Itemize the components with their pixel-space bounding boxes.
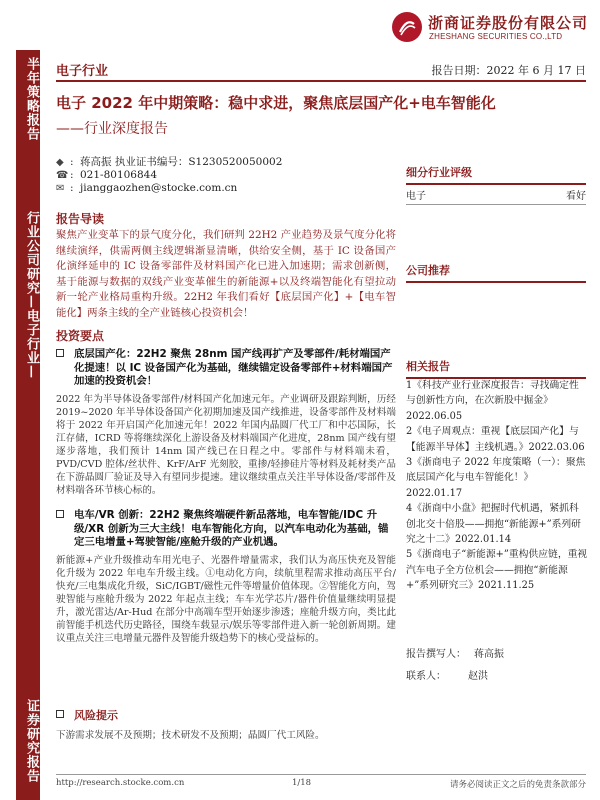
point-body: 2022 年为半导体设备零部件/材料国产化加速元年。产业调研及跟踪判断，历经 2019~2020 年半导体设备国产化初期加速及国产线推进，设备零部件及材料端将于 2022 年开启国产化加速元年！2022 年国内晶圆厂代工厂和中芯国际，长江存储，ICRD 等将继续深化上游设备及材料端国产化进度，28nm 国产线有望逐步落地，我们预计 14nm 国产线已在日程之中。零部件与材料端未看，PVD/CVD 腔体/丝状件、KrF/ArF 光刻胶，重掺/轻掺硅片等材料及耗材类产品在下游晶圆厂验证及导入有望同步提速。建议继续重点关注半导体设备/零部件及材料端各环节核心标的。 (56, 393, 396, 497)
stock-heading: 公司推荐 (406, 264, 450, 277)
points-heading: 投资要点 (56, 329, 105, 343)
rating-divider (406, 183, 586, 185)
checkbox-bullet-icon (56, 510, 64, 518)
report-date: 报告日期：2022 年 6 月 17 日 (431, 64, 586, 77)
point-heading: 电车/VR 创新：22H2 聚焦终端硬件新品落地，电车智能/IDC 升级/XR 创新为三大主线！电车智能化方向，以汽车电动化为基础，锚定三电增量+驾驶智能/座舱升级的产业机遇。 (74, 509, 389, 549)
checkbox-bullet-icon (56, 349, 64, 357)
risk-heading: 风险提示 (74, 709, 118, 722)
footer-disclaimer: 请务必阅读正文之后的免责条款部分 (449, 780, 586, 790)
analyst-name: 蒋高振 执业证书编号：S1230520050002 (80, 156, 283, 168)
rating-bottom-line (406, 204, 586, 205)
guide-text: 聚焦产业变革下的景气度分化，我们研判 22H2 产业趋势及景气度分化将继续演绎，供需两侧主线逻辑渐显清晰，供给安全侧，基于 IC 设备国产化演绎延申的 IC 设备零部件及材料国产化已进入加速期；需求创新侧，基于能源与数据的双线产业变革催生的新能源+以及终端智能化有望拉动新一轮产业格局重构升级。22H2 年我们看好【底层国产化】+【电车智能化】两条主线的全产业链核心投资机会！ (56, 229, 396, 319)
logo-mark-icon (392, 12, 422, 42)
email-icon: ✉ (56, 183, 65, 194)
sidebar-bar (16, 50, 40, 800)
author-info (406, 644, 588, 688)
analyst-email[interactable]: jianggaozhen@stocke.com.cn (80, 182, 238, 194)
checkbox-bullet-icon (56, 710, 64, 718)
contact-label: 联系人： (406, 671, 446, 682)
sidebar-report-type: 半年策略报告 (24, 57, 39, 141)
risk-section (56, 709, 396, 723)
point-body: 新能源+产业升级推动车用光电子、光器件增量需求，我们认为高压快充及智能化升级为 2022 年电车升级主线。①电动化方向，续航里程需求推动高压平台/快充/三电集成化升级，SiC/IGBT/磁性元件等增量价值体现。②智能化方向，驾驶智能与座舱升级为 2022 年起点主线；车车光学芯片/器件价值量继续明显提升，激光雷达/Ar-Hud 在部分中高端车型开始逐步渗透；座舱升级方向，类比此前智能手机迭代历史路径，围绕车载显示/娱乐等零部件进入新一轮创新周期。建议重点关注三电增量元器件及智能升级趋势下的核心受益标的。 (56, 554, 396, 645)
related-heading: 相关报告 (406, 360, 450, 373)
rating-sector: 电子 (406, 191, 426, 202)
related-report-item[interactable]: 1《科技产业行业深度报告：寻找确定性与创新性方向，在次新股中掘金》2022.06.05 (406, 380, 579, 422)
rating-heading: 细分行业评级 (406, 166, 472, 179)
logo-name-en: ZHESHANG SECURITIES CO.,LTD (429, 32, 563, 41)
rating-row (406, 187, 586, 202)
risk-text: 下游需求发展不及预期；技术研发不及预期；晶圆厂代工风险。 (56, 730, 325, 741)
investment-point (56, 509, 396, 645)
analyst-info: ◆ : 蒋高振 执业证书编号：S1230520050002 ☎ : 021-80106844 ✉ : jianggaozhen@stocke.com.cn (56, 156, 283, 194)
related-panel (406, 358, 586, 379)
related-report-item[interactable]: 3《浙商电子 2022 年度策略（一）：聚焦底层国产化与电车智能化！》2022.01.17 (406, 457, 586, 499)
related-report-list (406, 378, 588, 594)
logo-name-cn: 浙商证券股份有限公司 (428, 14, 589, 32)
report-subtitle: ——行业深度报告 (56, 121, 168, 137)
stock-panel (406, 262, 586, 283)
related-report-item[interactable]: 5《浙商电子“新能源+”重构供应链，重视汽车电子全方位机会——拥抱“新能源+”系列研究三》2021.11.25 (406, 549, 588, 592)
analyst-phone: 021-80106844 (80, 169, 158, 181)
stock-divider (406, 281, 586, 283)
author-label: 报告撰写人： (406, 649, 466, 660)
investment-point (56, 348, 396, 498)
author-name: 蒋高振 (474, 649, 504, 660)
contact-name: 赵洪 (468, 671, 488, 682)
company-logo (392, 10, 592, 46)
guide-heading: 报告导读 (56, 212, 105, 226)
rating-panel (406, 164, 586, 185)
industry-label: 电子行业 (56, 64, 109, 79)
report-title: 电子 2022 年中期策略：稳中求进，聚焦底层国产化+电车智能化 (56, 94, 496, 112)
point-heading: 底层国产化：22H2 聚焦 28nm 国产线再扩产及零部件/耗材端国产化提速！以 IC 设备国产化为基础，继续锚定设备零部件+材料端国产加速的投资机会！ (74, 348, 393, 388)
rating-value: 看好 (566, 191, 586, 202)
related-report-item[interactable]: 2《电子周观点：重视【底层国产化】与【能源半导体】主线机遇。》2022.03.06 (406, 426, 585, 453)
related-report-item[interactable]: 4《浙商中小盘》把握时代机遇，紧抓科创北交十倍股——拥抱“新能源+”系列研究之十二》2022.01.14 (406, 503, 581, 546)
page-number: 1/18 (292, 778, 312, 788)
person-icon: ◆ (56, 157, 64, 168)
sidebar-category: 行业公司研究—电子行业— (24, 211, 39, 379)
header-divider (56, 80, 586, 82)
phone-icon: ☎ (56, 170, 69, 181)
footer-divider (56, 774, 586, 775)
footer-url[interactable]: http://research.stocke.com.cn (56, 778, 185, 788)
sidebar-footer-label: 证券研究报告 (24, 699, 39, 783)
